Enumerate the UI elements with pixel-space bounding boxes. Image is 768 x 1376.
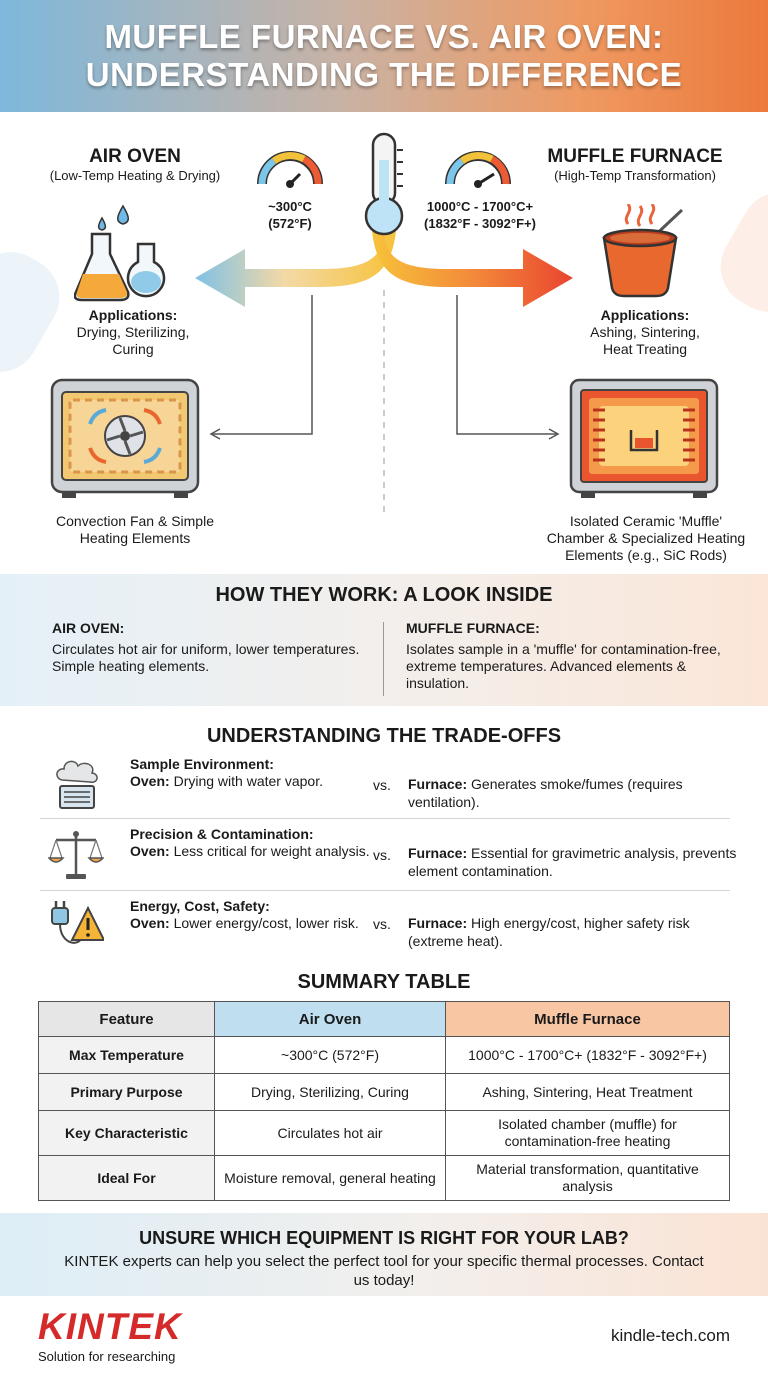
vs-label: vs. (373, 847, 391, 863)
table-row (39, 1111, 730, 1156)
tradeoff-row: Sample Environment: Oven: Drying with water vapor. vs. Furnace: Generates smoke/fumes (requires ventilation). (40, 752, 730, 822)
air-oven-caption: Convection Fan & Simple Heating Elements (56, 513, 214, 546)
power-plug-warning-icon (48, 898, 104, 954)
column-header: Feature (39, 1002, 215, 1037)
high-temp-gauge-icon (442, 140, 514, 192)
table-cell: ~300°C (572°F) (215, 1037, 446, 1074)
muffle-furnace-subtitle: (High-Temp Transformation) (554, 168, 716, 183)
air-oven-subtitle: (Low-Temp Heating & Drying) (49, 168, 221, 183)
thermometer-icon (356, 130, 412, 240)
vs-label: vs. (373, 916, 391, 932)
kintek-logo[interactable]: KINTEK (38, 1306, 182, 1347)
table-cell: 1000°C - 1700°C+ (1832°F - 3092°F+) (446, 1037, 730, 1074)
table-cell: Primary Purpose (39, 1074, 215, 1111)
how-air-oven: AIR OVEN: Circulates hot air for uniform, lower temperatures. Simple heating elements. (52, 620, 360, 674)
table-cell: Ashing, Sintering, Heat Treatment (446, 1074, 730, 1111)
tradeoff-row: Energy, Cost, Safety: Oven: Lower energy/cost, lower risk. vs. Furnace: High energy/cost, higher safety risk (extreme heat). (40, 894, 730, 964)
table-cell: Key Characteristic (39, 1111, 215, 1156)
how-muffle-furnace: MUFFLE FURNACE: Isolates sample in a 'muffle' for contamination-free, extreme temperatures. Advanced elements & insulation. (406, 620, 721, 691)
vs-label: vs. (373, 777, 391, 793)
summary-table-title: SUMMARY TABLE (297, 971, 471, 993)
title-line-1: MUFFLE FURNACE VS. AIR OVEN: (104, 18, 664, 55)
column-header: Muffle Furnace (446, 1002, 730, 1037)
balance-scale-icon (48, 826, 104, 882)
table-cell: Ideal For (39, 1156, 215, 1201)
muffle-furnace-temperature: 1000°C - 1700°C+ (1832°F - 3092°F+) (424, 199, 536, 231)
table-cell: Max Temperature (39, 1037, 215, 1074)
tradeoff-heading: Sample Environment: (130, 756, 274, 772)
table-cell: Moisture removal, general heating (215, 1156, 446, 1201)
website-link[interactable]: kindle-tech.com (610, 1326, 730, 1345)
footer (0, 1296, 768, 1376)
table-row (39, 1074, 730, 1111)
tradeoff-divider (40, 890, 730, 891)
muffle-furnace-illustration (569, 378, 719, 502)
tradeoff-heading: Energy, Cost, Safety: (130, 898, 270, 914)
muffle-furnace-title: MUFFLE FURNACE (547, 146, 723, 167)
air-oven-illustration (50, 378, 200, 502)
tradeoff-row: Precision & Contamination: Oven: Less critical for weight analysis. vs. Furnace: Essential for gravimetric analysis, prevents element contamination. (40, 822, 730, 892)
table-cell: Circulates hot air (215, 1111, 446, 1156)
table-cell: Isolated chamber (muffle) for contamination-free heating (446, 1111, 730, 1156)
comparison-panel (0, 112, 768, 572)
air-oven-applications: Applications: Drying, Sterilizing, Curing (76, 307, 190, 357)
how-section-title: HOW THEY WORK: A LOOK INSIDE (215, 584, 553, 606)
steam-vent-icon (48, 756, 104, 812)
muffle-furnace-applications: Applications: Ashing, Sintering, Heat Treating (590, 307, 700, 357)
title-line-2: UNDERSTANDING THE DIFFERENCE (85, 56, 683, 93)
how-divider (383, 622, 384, 696)
page-title (86, 18, 682, 94)
table-row (39, 1156, 730, 1201)
column-header: Air Oven (215, 1002, 446, 1037)
call-to-action-banner (0, 1213, 768, 1296)
how-they-work-section (0, 574, 768, 706)
header-banner (0, 0, 768, 112)
cta-title: UNSURE WHICH EQUIPMENT IS RIGHT FOR YOUR LAB? (139, 1228, 629, 1248)
air-oven-temperature: ~300°C (572°F) (268, 199, 312, 231)
tradeoffs-title: UNDERSTANDING THE TRADE-OFFS (206, 725, 562, 747)
cta-text: KINTEK experts can help you select the perfect tool for your specific thermal processes. Contact us today! (64, 1253, 704, 1289)
tradeoff-heading: Precision & Contamination: (130, 826, 314, 842)
summary-table (38, 1001, 730, 1201)
lab-flasks-icon (74, 204, 174, 304)
tradeoff-divider (40, 818, 730, 819)
table-cell: Material transformation, quantitative analysis (446, 1156, 730, 1201)
crucible-icon (600, 204, 690, 298)
low-temp-gauge-icon (254, 140, 326, 192)
table-row (39, 1037, 730, 1074)
table-header-row (39, 1002, 730, 1037)
air-oven-title: AIR OVEN (89, 146, 181, 167)
table-cell: Drying, Sterilizing, Curing (215, 1074, 446, 1111)
muffle-furnace-caption: Isolated Ceramic 'Muffle' Chamber & Specialized Heating Elements (e.g., SiC Rods) (546, 513, 746, 563)
logo-tagline: Solution for researching (38, 1349, 176, 1364)
